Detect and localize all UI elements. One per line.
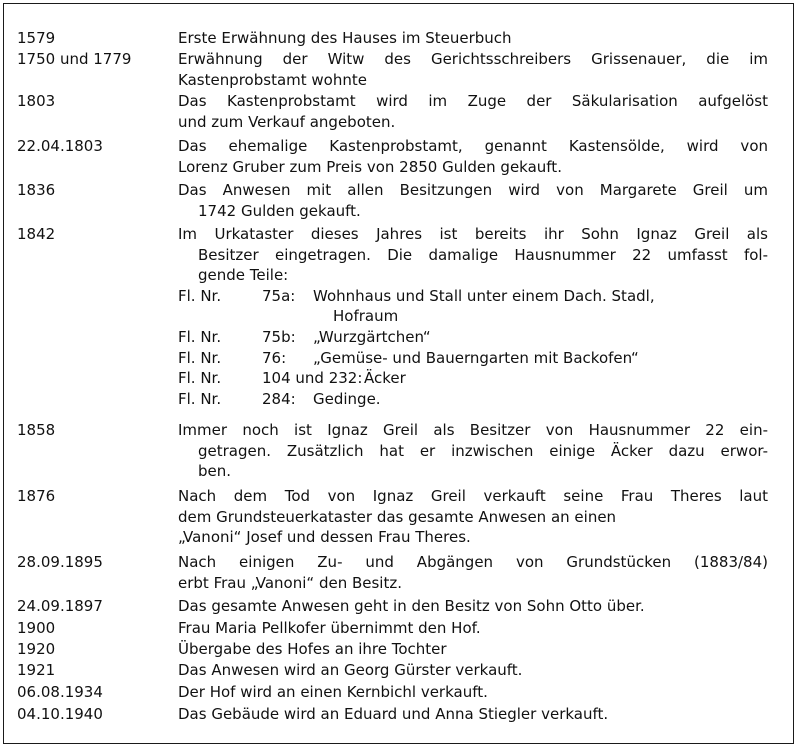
- description-cell: [178, 660, 768, 681]
- year-cell: 28.09.1895: [17, 553, 103, 571]
- parcel-entry-continued: [178, 306, 768, 327]
- year-cell: 06.08.1934: [17, 683, 103, 701]
- year-cell: 1803: [17, 92, 56, 110]
- year-cell: 1579: [17, 29, 56, 47]
- description-cell: [178, 420, 768, 482]
- description-cell: [178, 180, 768, 221]
- description-line: Erste Erwähnung des Hauses im Steuerbuch: [178, 29, 512, 47]
- parcel-description: „Gemüse- und Bauerngarten mit Backofen“: [313, 348, 639, 367]
- year-cell: 04.10.1940: [17, 705, 103, 723]
- description-line: und zum Verkauf angeboten.: [178, 112, 396, 131]
- year-cell: 1836: [17, 181, 56, 199]
- description-line: Das Gebäude wird an Eduard und Anna Stiegler verkauft.: [178, 705, 609, 723]
- description-cell: [178, 136, 768, 177]
- year-cell: 1876: [17, 487, 56, 505]
- description-line: dem Grundsteuerkataster das gesamte Anwesen an einen: [178, 507, 617, 526]
- parcel-description: Wohnhaus und Stall unter einem Dach. Stadl,: [313, 286, 655, 305]
- description-cell: [178, 682, 768, 703]
- description-line: Das Anwesen wird an Georg Gürster verkauft.: [178, 661, 523, 679]
- description-line: Das ehemalige Kastenprobstamt, genannt Kastensölde, wird von: [178, 137, 768, 155]
- description-cell: [178, 596, 768, 617]
- year-cell: 1921: [17, 661, 56, 679]
- parcel-entry: [178, 327, 768, 348]
- description-line: Der Hof wird an einen Kernbichl verkauft.: [178, 683, 488, 701]
- description-line: 1742 Gulden gekauft.: [198, 201, 361, 220]
- year-cell: 1900: [17, 619, 56, 637]
- description-line: Kastenprobstamt wohnte: [178, 70, 367, 89]
- year-cell: 22.04.1803: [17, 137, 103, 155]
- description-cell: [178, 224, 768, 409]
- parcel-entry: [178, 389, 768, 410]
- description-line: Übergabe des Hofes an ihre Tochter: [178, 640, 447, 658]
- parcel-description: Gedinge.: [313, 389, 381, 408]
- year-cell: 1842: [17, 225, 56, 243]
- parcel-label: Fl. Nr.: [178, 389, 222, 408]
- description-line: Das Anwesen mit allen Besitzungen wird von Margarete Greil um: [178, 181, 768, 199]
- parcel-description: „Wurzgärtchen“: [313, 327, 431, 346]
- parcel-entry: [178, 348, 768, 369]
- description-cell: [178, 552, 768, 593]
- description-line: Frau Maria Pellkofer übernimmt den Hof.: [178, 619, 481, 637]
- parcel-number: 284:: [262, 389, 296, 408]
- description-line: gende Teile:: [198, 266, 289, 285]
- description-line: ben.: [198, 462, 232, 481]
- parcel-number: 104 und 232:: [262, 369, 363, 388]
- parcel-entry: [178, 368, 768, 389]
- description-line: Erwähnung der Witw des Gerichtsschreibers Grissenauer, die im: [178, 50, 768, 68]
- parcel-number: 76:: [262, 348, 287, 367]
- year-cell: 24.09.1897: [17, 597, 103, 615]
- parcel-description: Äcker: [364, 369, 406, 388]
- parcel-number: 75a:: [262, 286, 296, 305]
- parcel-entry: [178, 286, 768, 307]
- year-cell: 1750 und 1779: [17, 50, 132, 68]
- description-line: Im Urkataster dieses Jahres ist bereits ihr Sohn Ignaz Greil als: [178, 225, 768, 243]
- description-line: Nach dem Tod von Ignaz Greil verkauft seine Frau Theres laut: [178, 487, 768, 505]
- parcel-label: Fl. Nr.: [178, 286, 222, 305]
- parcel-label: Fl. Nr.: [178, 369, 222, 388]
- description-line: Das Kastenprobstamt wird im Zuge der Säkularisation aufgelöst: [178, 92, 768, 110]
- description-cell: [178, 49, 768, 90]
- year-cell: 1920: [17, 640, 56, 658]
- description-cell: [178, 704, 768, 725]
- description-line: Das gesamte Anwesen geht in den Besitz von Sohn Otto über.: [178, 597, 645, 615]
- description-line: Immer noch ist Ignaz Greil als Besitzer von Hausnummer 22 ein-: [178, 421, 768, 439]
- parcel-list: [178, 286, 768, 410]
- parcel-number: 75b:: [262, 327, 296, 346]
- description-line: getragen. Zusätzlich hat er inzwischen einige Äcker dazu erwor-: [198, 441, 768, 460]
- description-line: Besitzer eingetragen. Die damalige Hausnummer 22 umfasst fol-: [198, 245, 768, 264]
- description-cell: [178, 91, 768, 132]
- description-line: „Vanoni“ Josef und dessen Frau Theres.: [178, 528, 471, 547]
- parcel-label: Fl. Nr.: [178, 348, 222, 367]
- parcel-label: Fl. Nr.: [178, 327, 222, 346]
- year-cell: 1858: [17, 421, 56, 439]
- description-cell: [178, 639, 768, 660]
- description-cell: [178, 28, 768, 49]
- description-cell: [178, 618, 768, 639]
- description-line: erbt Frau „Vanoni“ den Besitz.: [178, 573, 402, 592]
- description-line: Nach einigen Zu- und Abgängen von Grundstücken (1883/84): [178, 553, 768, 571]
- description-cell: [178, 486, 768, 548]
- description-line: Lorenz Gruber zum Preis von 2850 Gulden gekauft.: [178, 157, 562, 176]
- parcel-description-continued: Hofraum: [333, 307, 399, 326]
